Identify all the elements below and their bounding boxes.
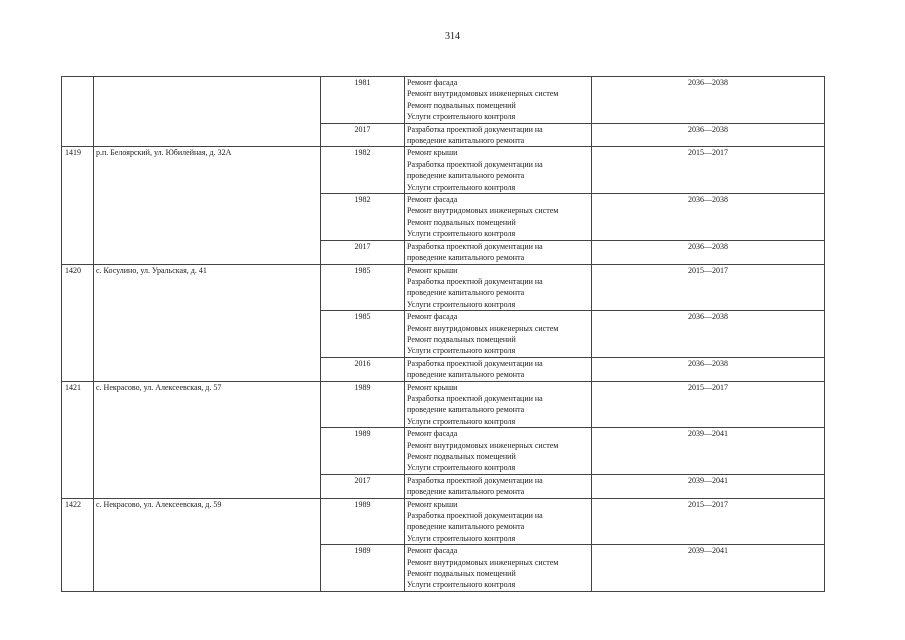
work-item: Ремонт фасада	[407, 78, 458, 87]
works-cell	[405, 264, 592, 311]
period-cell: 2036—2038	[592, 311, 825, 358]
work-item: Ремонт фасада	[407, 195, 458, 205]
table-row	[62, 77, 825, 124]
year-cell: 1989	[321, 428, 405, 475]
year-cell: 1981	[321, 77, 405, 124]
period-cell: 2036—2038	[592, 240, 825, 264]
work-item: Услуги строительного контроля	[407, 463, 516, 473]
works-cell	[405, 240, 592, 264]
building-address-cell: с. Некрасово, ул. Алексеевская, д. 59	[94, 498, 321, 591]
year-cell: 2016	[321, 357, 405, 381]
building-number-cell	[62, 77, 94, 147]
work-item: Услуги строительного контроля	[407, 416, 516, 426]
building-number-cell: 1421	[62, 381, 94, 498]
year-cell: 1982	[321, 147, 405, 194]
table-row	[62, 264, 825, 311]
repair-schedule-table	[61, 76, 825, 592]
period-cell: 2015—2017	[592, 381, 825, 428]
work-item: проведение капитального ремонта	[407, 487, 525, 497]
work-item: проведение капитального ремонта	[407, 405, 525, 415]
period-cell: 2039—2041	[592, 428, 825, 475]
works-cell	[405, 77, 592, 124]
work-item: проведение капитального ремонта	[407, 253, 525, 263]
works-cell	[405, 545, 592, 592]
work-item: Ремонт подвальных помещений	[407, 569, 516, 579]
work-item: Услуги строительного контроля	[407, 346, 516, 356]
work-item: Ремонт крыши	[407, 382, 458, 392]
work-item: Ремонт внутридомовых инженерных систем	[407, 89, 559, 99]
work-item: Разработка проектной документации на	[407, 511, 543, 521]
work-item: Ремонт подвальных помещений	[407, 217, 516, 227]
building-address-cell: с. Косулино, ул. Уральская, д. 41	[94, 264, 321, 381]
work-item: Ремонт внутридомовых инженерных систем	[407, 206, 559, 216]
building-address-cell: с. Некрасово, ул. Алексеевская, д. 57	[94, 381, 321, 498]
building-number-cell: 1419	[62, 147, 94, 264]
building-number-cell: 1422	[62, 498, 94, 591]
work-item: Услуги строительного контроля	[407, 229, 516, 239]
works-cell	[405, 194, 592, 241]
work-item: Ремонт внутридомовых инженерных систем	[407, 323, 559, 333]
work-item: проведение капитального ремонта	[407, 522, 525, 532]
work-item: Разработка проектной документации на	[407, 475, 543, 485]
works-cell	[405, 147, 592, 194]
year-cell: 1982	[321, 194, 405, 241]
work-item: Услуги строительного контроля	[407, 182, 516, 192]
works-cell	[405, 498, 592, 545]
work-item: Ремонт крыши	[407, 265, 458, 275]
year-cell: 2017	[321, 240, 405, 264]
work-item: проведение капитального ремонта	[407, 370, 525, 380]
page-number: 314	[445, 31, 460, 42]
work-item: проведение капитального ремонта	[407, 171, 525, 181]
period-cell: 2015—2017	[592, 147, 825, 194]
work-item: Разработка проектной документации на	[407, 276, 543, 286]
table-row	[62, 381, 825, 428]
work-item: Услуги строительного контроля	[407, 533, 516, 543]
table-row	[62, 498, 825, 545]
work-item: Разработка проектной документации на	[407, 124, 543, 134]
works-cell	[405, 357, 592, 381]
works-cell	[405, 428, 592, 475]
year-cell: 2017	[321, 123, 405, 147]
work-item: Ремонт крыши	[407, 499, 458, 509]
work-item: Разработка проектной документации на	[407, 159, 543, 169]
work-item: Ремонт фасада	[407, 546, 458, 556]
works-cell	[405, 381, 592, 428]
year-cell: 1989	[321, 545, 405, 592]
period-cell: 2036—2038	[592, 123, 825, 147]
period-cell: 2015—2017	[592, 498, 825, 545]
work-item: Разработка проектной документации на	[407, 393, 543, 403]
works-cell	[405, 474, 592, 498]
work-item: Ремонт подвальных помещений	[407, 100, 516, 110]
work-item: Услуги строительного контроля	[407, 299, 516, 309]
period-cell: 2015—2017	[592, 264, 825, 311]
works-cell	[405, 123, 592, 147]
period-cell: 2036—2038	[592, 194, 825, 241]
period-cell: 2036—2038	[592, 77, 825, 124]
work-item: проведение капитального ремонта	[407, 136, 525, 146]
work-item: Ремонт фасада	[407, 429, 458, 439]
work-item: Ремонт подвальных помещений	[407, 452, 516, 461]
work-item: Разработка проектной документации на	[407, 241, 543, 251]
building-number-cell: 1420	[62, 264, 94, 381]
period-cell: 2039—2041	[592, 474, 825, 498]
work-item: Ремонт фасада	[407, 312, 458, 322]
year-cell: 1985	[321, 264, 405, 311]
year-cell: 1989	[321, 381, 405, 428]
table-row	[62, 147, 825, 194]
work-item: Разработка проектной документации на	[407, 358, 543, 368]
period-cell: 2036—2038	[592, 357, 825, 381]
work-item: Ремонт подвальных помещений	[407, 334, 516, 344]
work-item: Услуги строительного контроля	[407, 580, 516, 590]
work-item: Услуги строительного контроля	[407, 112, 516, 122]
work-item: Ремонт внутридомовых инженерных систем	[407, 557, 559, 567]
building-address-cell	[94, 77, 321, 147]
year-cell: 2017	[321, 474, 405, 498]
building-address-cell: р.п. Белоярский, ул. Юбилейная, д. 32А	[94, 147, 321, 264]
work-item: Ремонт крыши	[407, 148, 458, 158]
year-cell: 1985	[321, 311, 405, 358]
work-item: проведение капитального ремонта	[407, 288, 525, 298]
works-cell	[405, 311, 592, 358]
year-cell: 1989	[321, 498, 405, 545]
period-cell: 2039—2041	[592, 545, 825, 592]
work-item: Ремонт внутридомовых инженерных систем	[407, 440, 559, 450]
